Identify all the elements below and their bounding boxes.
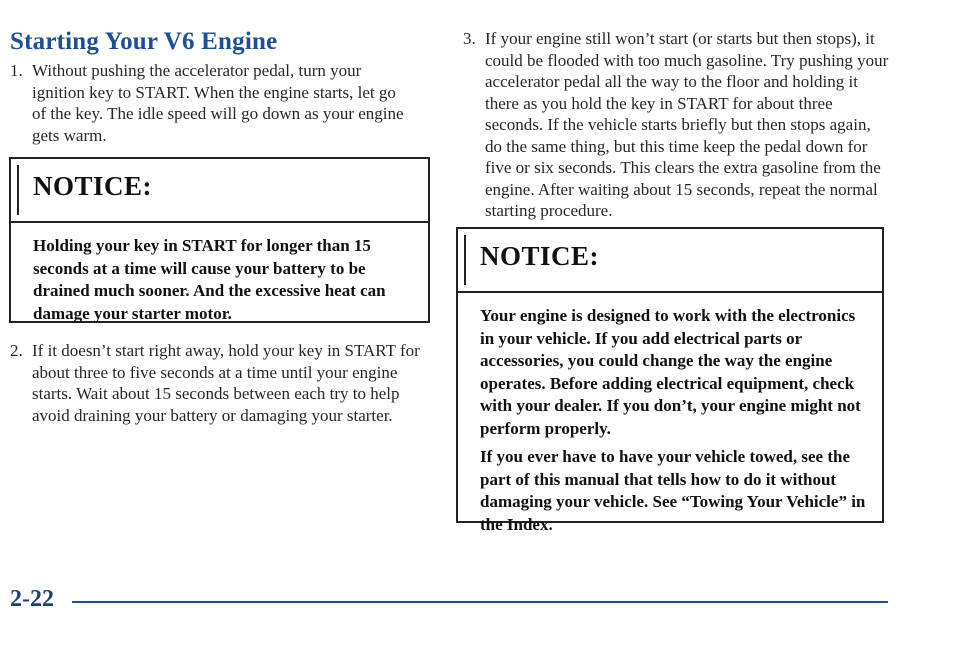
page-title: Starting Your V6 Engine <box>10 28 278 55</box>
step-2 <box>10 340 422 426</box>
step-text: If your engine still won’t start (or starts but then stops), it could be flooded with too much gasoline. Try pushing your accelerator pedal all the way to the floor and holding it there as you hold the key in START for about three seconds. If the vehicle starts briefly but then stops again, do the same thing, but this time keep the pedal down for five or six seconds. This clears the extra gasoline from the engine. After waiting about 15 seconds, repeat the normal starting procedure. <box>485 29 889 220</box>
step-3 <box>463 28 891 222</box>
notice-body <box>11 223 428 325</box>
notice-header <box>11 159 428 223</box>
notice-body <box>458 293 882 536</box>
step-text: Without pushing the accelerator pedal, turn your ignition key to START. When the engine starts, let go of the key. The idle speed will go down as your engine gets warm. <box>32 61 404 145</box>
notice-heading: NOTICE: <box>480 241 600 271</box>
footer-rule <box>72 601 888 603</box>
notice-accent-bar <box>464 235 466 285</box>
step-text: If it doesn’t start right away, hold your key in START for about three to five seconds at a time until your engine starts. Wait about 15 seconds between each try to help avoid draining your battery or damaging your starter. <box>32 341 420 425</box>
notice-header <box>458 229 882 293</box>
step-number: 2. <box>10 341 23 360</box>
notice-accent-bar <box>17 165 19 215</box>
step-number: 3. <box>463 29 476 48</box>
notice-box-1 <box>9 157 430 323</box>
notice-paragraph: If you ever have to have your vehicle towed, see the part of this manual that tells how to do it without damaging your vehicle. See “Towing Your Vehicle” in the Index. <box>480 447 866 534</box>
notice-box-2 <box>456 227 884 534</box>
page-number: 2-22 <box>10 586 54 612</box>
step-number: 1. <box>10 61 23 80</box>
step-1 <box>10 60 405 146</box>
notice-heading: NOTICE: <box>33 171 153 201</box>
notice-paragraph: Holding your key in START for longer than 15 seconds at a time will cause your battery to be drained much sooner. And the excessive heat can damage your starter motor. <box>33 236 386 323</box>
notice-paragraph: Your engine is designed to work with the electronics in your vehicle. If you add electrical parts or accessories, you could change the way the engine operates. Before adding electrical equipment, check with your dealer. If you don’t, your engine might not perform properly. <box>480 306 861 438</box>
